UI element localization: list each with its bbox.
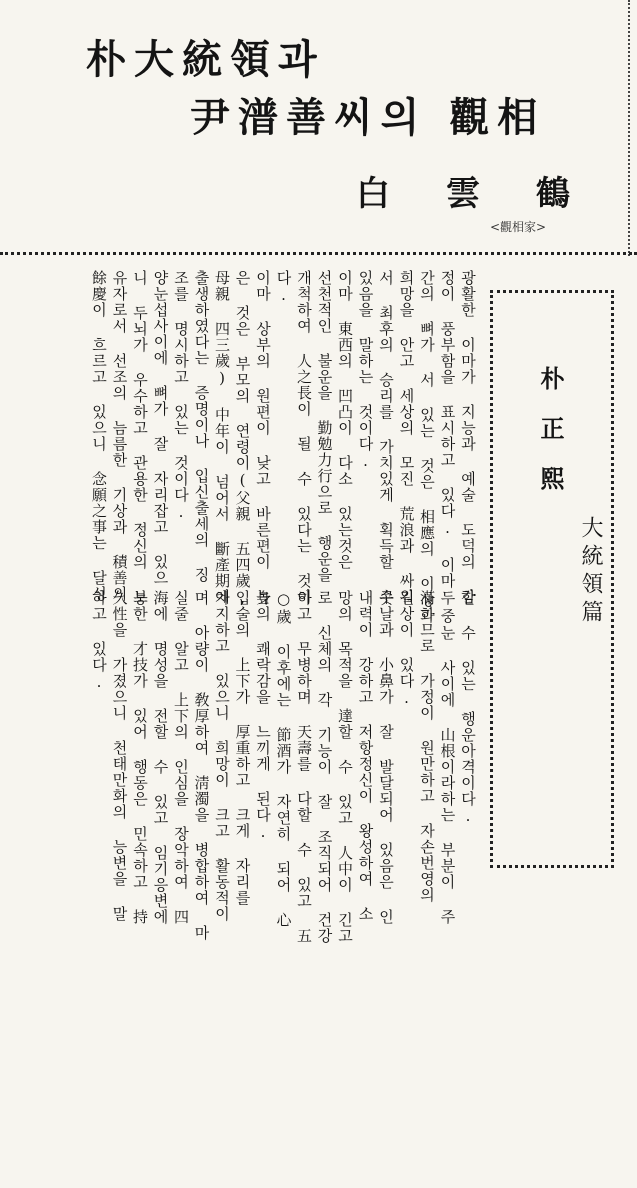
text-column: 身의 쾌락감을 느끼게 된다. (254, 590, 272, 842)
text-column: 다. (274, 270, 293, 305)
text-column: 차지하고 있으니 희망이 크고 활동적이 (213, 590, 231, 922)
text-column: 滿하므로 가정이 원만하고 자손번영의 (418, 590, 436, 903)
article-title-line1: 朴大統領과 (86, 36, 325, 83)
article-header (0, 0, 637, 258)
text-column: 실줄 알고 上下의 인심을 장악하여 四 (172, 590, 190, 925)
text-column: 久性을 가졌으니 천태만화의 능변을 말 (110, 590, 129, 922)
text-column: 있음을 말하는 것이다. (356, 270, 375, 471)
text-column: ○歲 이후에는 節酒가 자연히 되어 心 (274, 590, 293, 928)
section-title: 朴正熙 (536, 366, 565, 516)
text-column: 서 최후의 승리를 가치있게 획득할 수 (377, 270, 395, 605)
text-column: 두 눈 사이에 山根이라하는 부분이 주 (438, 590, 457, 925)
author-profession: <觀相家> (490, 220, 547, 234)
text-column: 이마 상부의 원편이 낮고 바른편이 높 (254, 270, 272, 605)
text-column: 간의 뼈가 서 있는 것은 相應의 이상과 (418, 270, 436, 624)
text-column: 니 두뇌가 우수하고 관용한 정신의 보 (131, 270, 149, 605)
text-column: 선천적인 불운을 勤勉力行으로 행운을 (315, 270, 334, 583)
text-column: 양눈섭사이에 뼈가 잘 자리잡고 있으 (151, 270, 170, 586)
text-column: 로 신체의 각 기능이 잘 조직되어 건강 (315, 590, 334, 944)
text-column: 할 수 있는 행운아격이다. (459, 590, 477, 826)
text-column: 餘慶이 흐르고 있으니 念願之事는 달성 (90, 270, 108, 602)
section-subtitle: 大統領篇 (578, 516, 603, 628)
header-edge-rule (628, 0, 630, 256)
text-column: 정이 풍부함을 표시하고 있다. 이마 중 (438, 270, 457, 624)
text-column: 하고 있다. (90, 590, 108, 692)
text-column: 길상이 있다. (397, 590, 416, 708)
text-column: 海에 명성을 전할 수 있고 임기응변에 (151, 590, 170, 925)
text-column: 희망을 안고 세상의 모진 荒浪과 싸워 (397, 270, 416, 605)
text-column: 망의 목적을 達할 수 있고 人中이 긴고 (336, 590, 354, 944)
text-column: 출생하였다는 증명이나 입신출세의 징 (192, 270, 211, 583)
text-column: 유자로서 선조의 늠름한 기상과 積善의 (110, 270, 129, 602)
text-column: 입술의 上下가 厚重하고 크게 자리를 (233, 590, 252, 906)
text-column: 능한 才技가 있어 행동은 민속하고 持 (131, 590, 149, 925)
text-column: 콧날과 小鼻가 잘 발달되어 있음은 인 (377, 590, 395, 925)
text-column: 조를 명시하고 있는 것이다. (172, 270, 190, 522)
text-column: 며 아량이 敎厚하여 淸濁을 병합하여 마 (192, 590, 211, 941)
text-column: 내력이 강하고 저항정신이 왕성하여 소 (356, 590, 375, 922)
text-column: 광활한 이마가 지능과 예술 도덕의 감 (459, 270, 477, 605)
header-divider (0, 252, 637, 255)
text-column: 은 것은 부모의 연령이(父親 五四歲, (233, 270, 252, 608)
text-column: 하고 무병하며 天壽를 다할 수 있고 五 (295, 590, 313, 944)
author-name: 白雲鶴 (356, 174, 626, 214)
text-column: 이마 東西의 凹凸이 다소 있는것은 (336, 270, 354, 570)
article-title-line2: 尹潽善씨의 觀相 (190, 94, 546, 141)
text-column: 개척하여 人之長이 될 수 있다는 것이 (295, 270, 313, 605)
text-column: 母親 四三歲) 中年이 넘어서 斷產期에 (213, 270, 231, 605)
